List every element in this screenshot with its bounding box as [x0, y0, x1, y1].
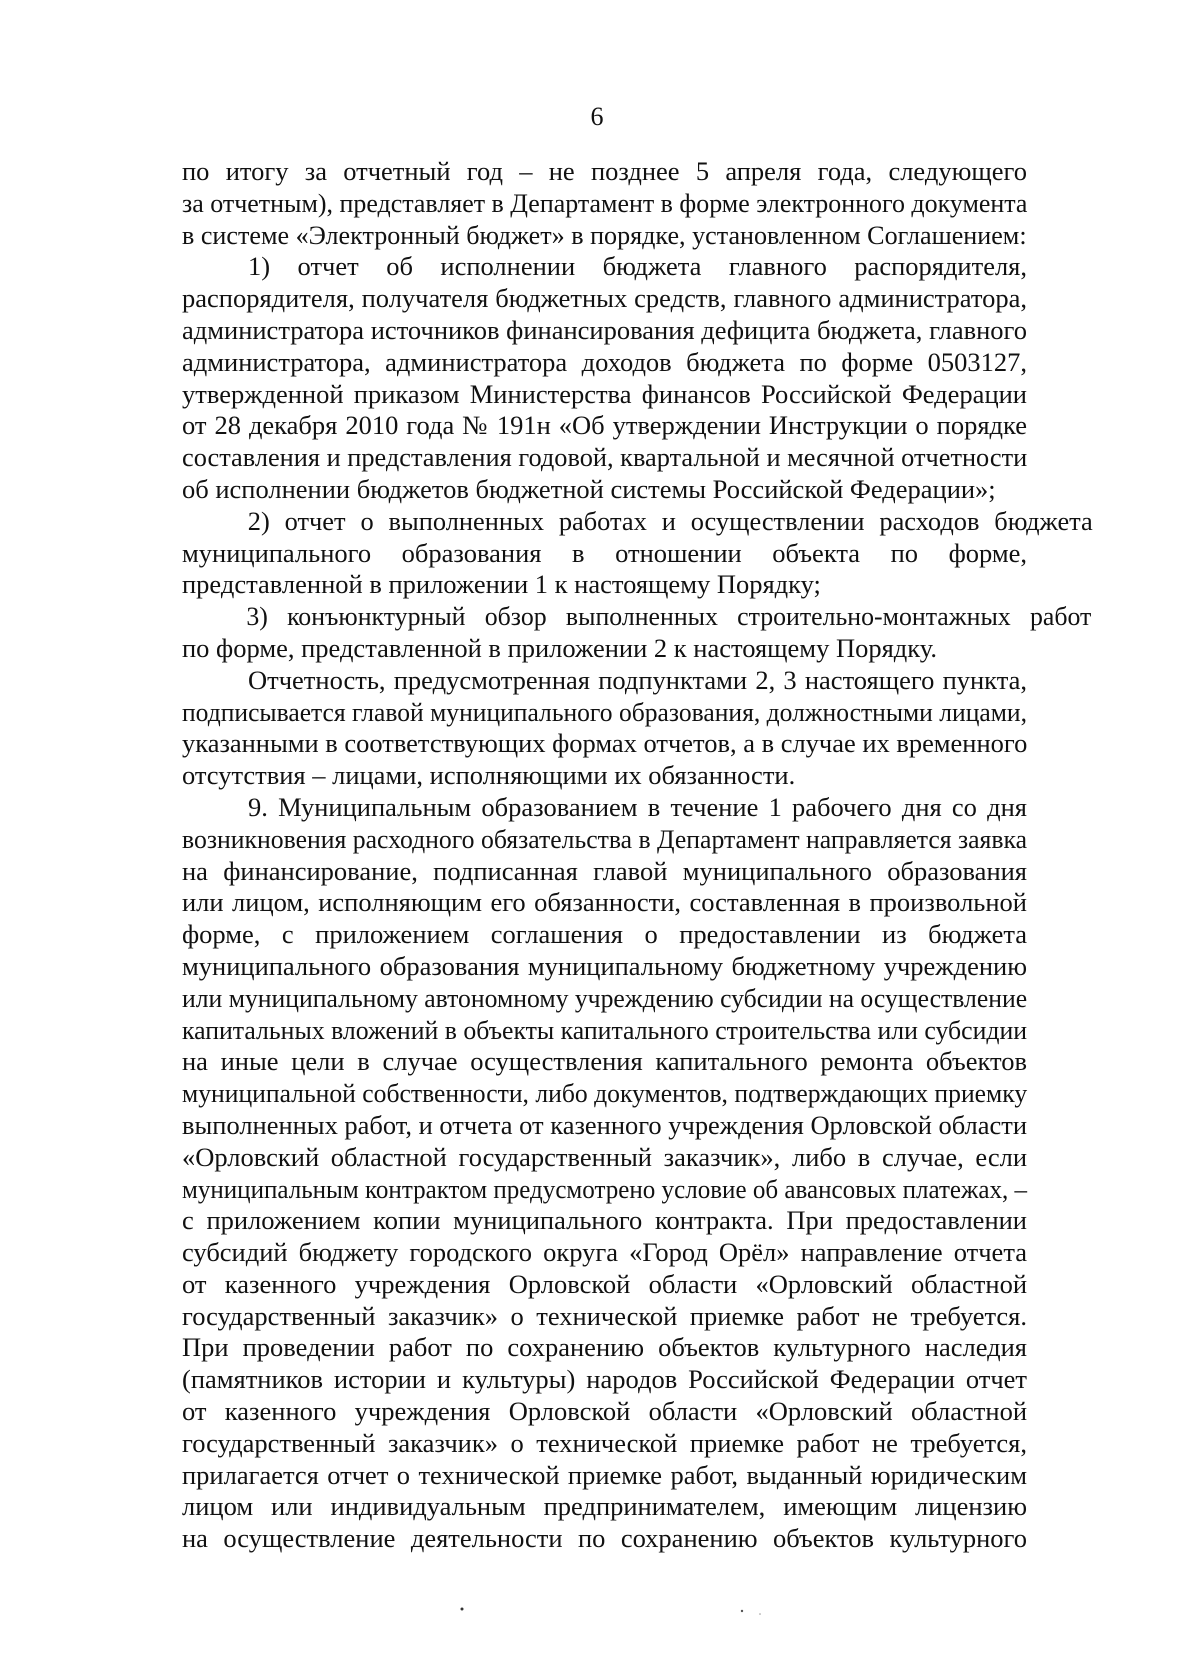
- text-line: распорядителя, получателя бюджетных средств, главного администратора,: [182, 283, 1027, 314]
- text-line: возникновения расходного обязательства в Департамент направляется заявка: [182, 823, 1028, 854]
- text-line: отсутствия – лицами, исполняющими их обязанности.: [182, 760, 796, 791]
- text-line: от казенного учреждения Орловской области «Орловский областной: [182, 1268, 1027, 1299]
- text-line: прилагается отчет о технической приемке работ, выданный юридическим: [182, 1459, 1027, 1490]
- text-line: субсидий бюджету городского округа «Город Орёл» направление отчета: [182, 1237, 1027, 1268]
- text-line: утвержденной приказом Министерства финансов Российской Федерации: [182, 378, 1027, 409]
- text-line: муниципальной собственности, либо документов, подтверждающих приемку: [182, 1078, 1028, 1109]
- text-line: Отчетность, предусмотренная подпунктами 2, 3 настоящего пункта,: [248, 664, 1027, 695]
- text-line: 2) отчет о выполненных работах и осуществлении расходов бюджета: [247, 505, 1093, 536]
- text-line: подписывается главой муниципального образования, должностными лицами,: [182, 696, 1027, 727]
- paragraph: [182, 505, 1093, 601]
- text-line: 3) конъюнктурный обзор выполненных строительно-монтажных работ: [246, 601, 1092, 632]
- text-line: от казенного учреждения Орловской области «Орловский областной: [182, 1396, 1027, 1427]
- text-line: на финансирование, подписанная главой муниципального образования: [182, 855, 1027, 886]
- text-line: за отчетным), представляет в Департамент в форме электронного документа: [182, 187, 1028, 218]
- text-line: 1) отчет об исполнении бюджета главного распорядителя,: [248, 251, 1027, 282]
- text-line: муниципального образования муниципальному бюджетному учреждению: [182, 950, 1027, 981]
- text-line: 9. Муниципальным образованием в течение 1 рабочего дня со дня: [248, 791, 1027, 822]
- text-line: по форме, представленной в приложении 2 к настоящему Порядку.: [182, 632, 937, 663]
- text-line: представленной в приложении 1 к настоящему Порядку;: [182, 569, 821, 600]
- text-line: При проведении работ по сохранению объектов культурного наследия: [182, 1332, 1027, 1363]
- text-line: (памятников истории и культуры) народов Российской Федерации отчет: [182, 1364, 1027, 1395]
- text-line: с приложением копии муниципального контракта. При предоставлении: [182, 1205, 1027, 1236]
- document-body: [182, 156, 1093, 1555]
- text-line: лицом или индивидуальным предпринимателем, имеющим лицензию: [182, 1491, 1027, 1522]
- text-line: выполненных работ, и отчета от казенного учреждения Орловской области: [182, 1109, 1027, 1140]
- text-line: капитальных вложений в объекты капитального строительства или субсидии: [182, 1014, 1028, 1045]
- text-line: в системе «Электронный бюджет» в порядке, установленном Соглашением:: [182, 219, 1027, 250]
- text-line: составления и представления годовой, квартальной и месячной отчетности: [182, 442, 1028, 473]
- paragraph: [182, 792, 1027, 1555]
- text-line: или лицом, исполняющим его обязанности, составленная в произвольной: [182, 887, 1027, 918]
- text-line: государственный заказчик» о технической приемке работ не требуется,: [182, 1427, 1027, 1458]
- text-line: на осуществление деятельности по сохранению объектов культурного: [182, 1523, 1027, 1554]
- paragraph: [182, 156, 1027, 251]
- text-line: указанными в соответствующих формах отчетов, а в случае их временного: [182, 728, 1028, 759]
- page-number: 6: [590, 102, 604, 131]
- text-line: администратора, администратора доходов бюджета по форме 0503127,: [182, 346, 1027, 377]
- scan-specks: [0, 1606, 1200, 1616]
- text-line: на иные цели в случае осуществления капитального ремонта объектов: [182, 1046, 1027, 1077]
- text-line: администратора источников финансирования дефицита бюджета, главного: [182, 314, 1027, 345]
- text-line: по итогу за отчетный год – не позднее 5 апреля года, следующего: [182, 156, 1027, 186]
- text-line: от 28 декабря 2010 года № 191н «Об утверждении Инструкции о порядке: [182, 410, 1027, 441]
- text-line: «Орловский областной государственный заказчик», либо в случае, если: [182, 1141, 1027, 1172]
- text-line: муниципального образования в отношении объекта по форме,: [182, 537, 1027, 568]
- text-line: или муниципальному автономному учреждению субсидии на осуществление: [182, 982, 1028, 1013]
- paragraph: [182, 665, 1027, 792]
- paragraph: [182, 601, 1092, 665]
- text-line: государственный заказчик» о технической приемке работ не требуется.: [182, 1300, 1027, 1331]
- text-line: муниципальным контрактом предусмотрено условие об авансовых платежах, –: [182, 1173, 1028, 1204]
- text-line: об исполнении бюджетов бюджетной системы Российской Федерации»;: [182, 473, 996, 504]
- text-line: форме, с приложением соглашения о предоставлении из бюджета: [182, 919, 1027, 950]
- paragraph: [182, 251, 1027, 505]
